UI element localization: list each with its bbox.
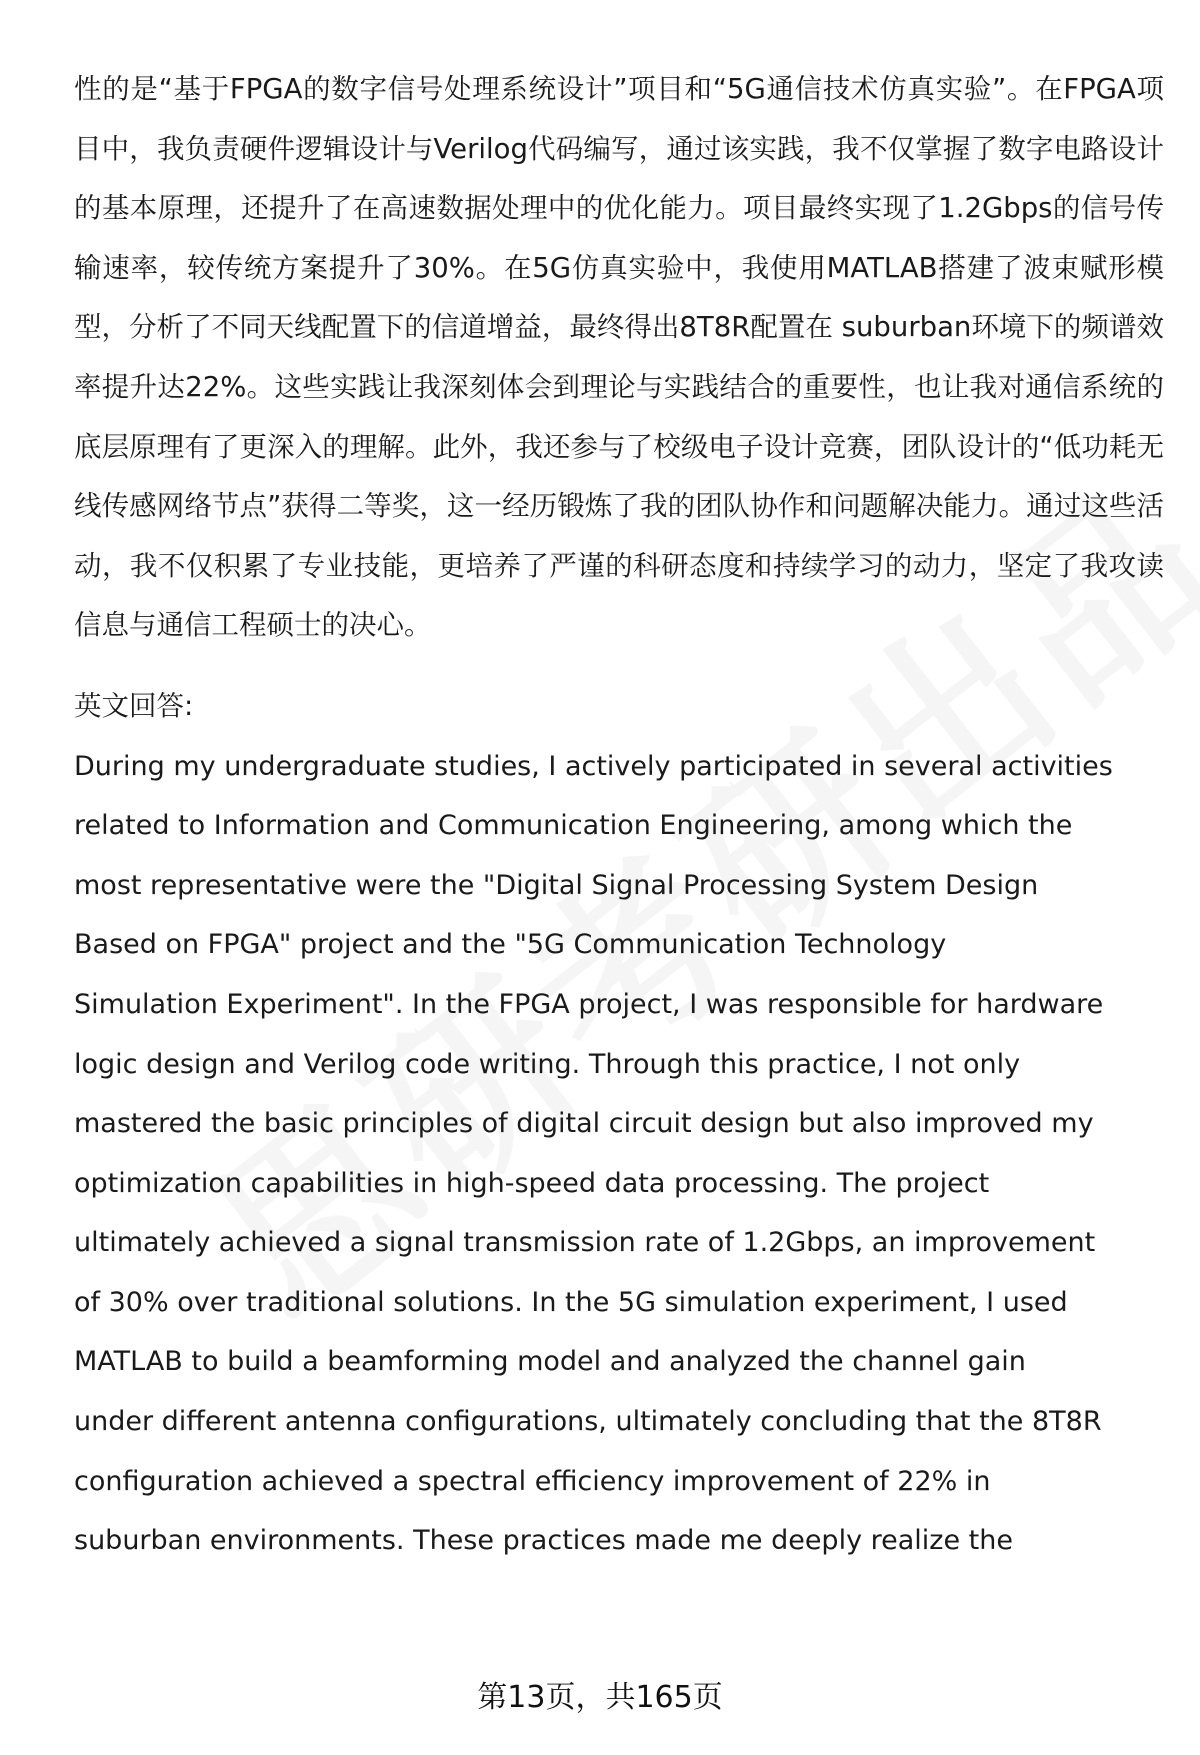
english-line: under different antenna configurations, ultimately concluding that the 8T8R (74, 1406, 1102, 1438)
english-line: mastered the basic principles of digital circuit design but also improved my (74, 1108, 1094, 1140)
chinese-answer-paragraph: 性的是“基于FPGA的数字信号处理系统设计”项目和“5G通信技术仿真实验”。在FPGA项目中，我负责硬件逻辑设计与Verilog代码编写，通过该实践，我不仅掌握了数字电路设计的基本原理，还提升了在高速数据处理中的优化能力。项目最终实现了1.2Gbps的信号传输速率，较传统方案提升了30%。在5G仿真实验中，我使用MATLAB搭建了波束赋形模型，分析了不同天线配置下的信道增益，最终得出8T8R配置在 suburban环境下的频谱效率提升达22%。这些实践让我深刻体会到理论与实践结合的重要性，也让我对通信系统的底层原理有了更深入的理解。此外，我还参与了校级电子设计竞赛，团队设计的“低功耗无线传感网络节点”获得二等奖，这一经历锻炼了我的团队协作和问题解决能力。通过这些活动，我不仅积累了专业技能，更培养了严谨的科研态度和持续学习的动力，坚定了我攻读信息与通信工程硕士的决心。 (74, 73, 1164, 642)
english-answer-paragraph (74, 737, 1164, 1571)
english-line: logic design and Verilog code writing. Through this practice, I not only (74, 1048, 1021, 1080)
english-line: optimization capabilities in high-speed data processing. The project (74, 1167, 990, 1199)
english-line: Simulation Experiment". In the FPGA project, I was responsible for hardware (74, 988, 1104, 1020)
english-line: MATLAB to build a beamforming model and analyzed the channel gain (74, 1346, 1026, 1378)
english-line: of 30% over traditional solutions. In the 5G simulation experiment, I used (74, 1286, 1068, 1318)
page-number-footer: 第13页，共165页 (477, 1680, 723, 1715)
english-line: configuration achieved a spectral efficiency improvement of 22% in (74, 1465, 991, 1497)
english-line: Based on FPGA" project and the "5G Communication Technology (74, 929, 947, 961)
english-line: suburban environments. These practices made me deeply realize the (74, 1525, 1013, 1557)
english-line: During my undergraduate studies, I actively participated in several activities (74, 750, 1113, 782)
document-body (74, 60, 1164, 1571)
english-answer-label: 英文回答: (74, 689, 194, 722)
english-line: most representative were the "Digital Signal Processing System Design (74, 869, 1039, 901)
english-line: ultimately achieved a signal transmission rate of 1.2Gbps, an improvement (74, 1227, 1096, 1259)
english-line: related to Information and Communication Engineering, among which the (74, 810, 1073, 842)
